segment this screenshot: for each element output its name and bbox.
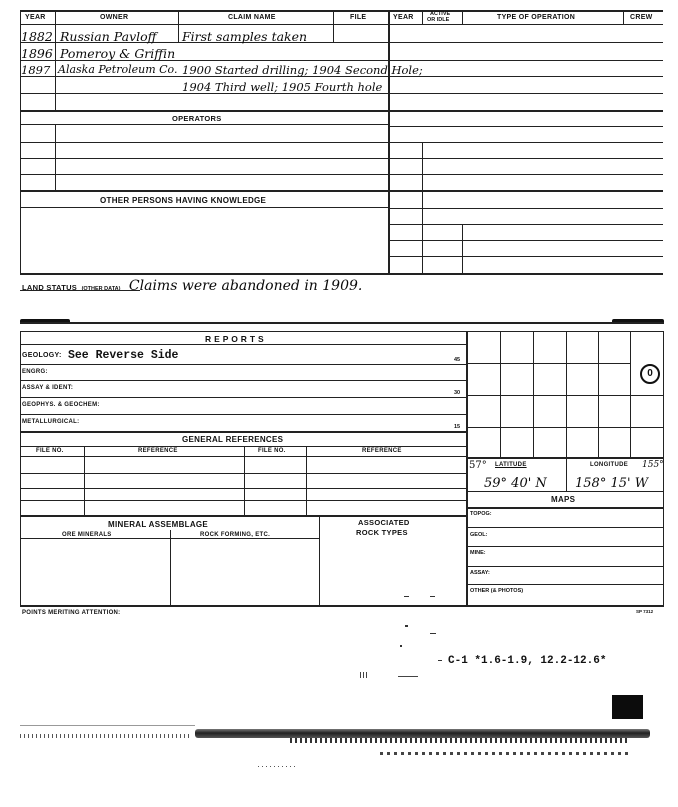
latitude-value: 59° 40' N (484, 476, 547, 491)
geology-label: GEOLOGY: (22, 352, 62, 359)
file-no-1: FILE NO. (36, 448, 64, 454)
mineral-assemblage-title: MINERAL ASSEMBLAGE (108, 520, 209, 529)
latitude-label: LATITUDE (495, 462, 527, 468)
maps-topog: TOPOG: (470, 511, 492, 517)
maps-assay: ASSAY: (470, 570, 490, 576)
operators-heading: OPERATORS (172, 114, 222, 123)
header-year-2: YEAR (393, 14, 414, 21)
associated-label: ASSOCIATED (358, 518, 410, 527)
row-2-year: 1896 (21, 46, 53, 61)
row-3-owner: Alaska Petroleum Co. (58, 63, 178, 76)
land-status (22, 277, 362, 295)
row-1-owner: Russian Pavloff (60, 29, 157, 44)
maps-mine: MINE: (470, 550, 486, 556)
rock-forming-label: ROCK FORMING, ETC. (200, 532, 271, 538)
longitude-value: 158° 15' W (575, 476, 649, 491)
reference-2: REFERENCE (362, 448, 402, 454)
row-3-claim: 1900 Started drilling; 1904 Second Hole; (182, 63, 423, 77)
lat-degree: 57° (469, 460, 487, 471)
row-1-claim: First samples taken (182, 29, 308, 44)
header-crew: CREW (630, 14, 653, 21)
other-persons-heading: OTHER PERSONS HAVING KNOWLEDGE (100, 196, 267, 205)
geology-value: See Reverse Side (68, 349, 179, 362)
ore-minerals-label: ORE MINERALS (62, 532, 112, 538)
rock-types-label: ROCK TYPES (356, 528, 408, 537)
typed-note: C-1 *1.6-1.9, 12.2-12.6* (448, 655, 607, 667)
engrg-label: ENGRG: (22, 369, 48, 375)
row-1-year: 1882 (21, 29, 53, 44)
header-file: FILE (350, 14, 367, 21)
form-number: SP 7312 (636, 609, 654, 614)
header-or-idle: OR IDLE (427, 17, 450, 23)
longitude-label: LONGITUDE (590, 462, 629, 468)
header-claim-name: CLAIM NAME (228, 14, 276, 21)
metallurgical-label: METALLURGICAL: (22, 419, 80, 425)
circle-marker: 0 (640, 364, 660, 384)
margin-30: 30 (454, 390, 461, 396)
registration-block (612, 695, 643, 719)
geophys-label: GEOPHYS. & GEOCHEM: (22, 402, 100, 408)
row-2-owner: Pomeroy & Griffin (60, 46, 176, 61)
maps-other: OTHER (& PHOTOS) (470, 588, 524, 594)
file-no-2: FILE NO. (258, 448, 286, 454)
general-references-title: GENERAL REFERENCES (182, 435, 284, 444)
points-label: POINTS MERITING ATTENTION: (22, 610, 121, 616)
lon-degree: 155° (642, 460, 664, 470)
land-status-sublabel: (OTHER DATA) (81, 286, 121, 292)
margin-15: 15 (454, 424, 461, 430)
reports-title: R E P O R T S (205, 334, 265, 344)
margin-45: 45 (454, 357, 461, 363)
land-status-label: LAND STATUS (22, 283, 78, 292)
maps-title: MAPS (551, 495, 576, 504)
header-type-of-operation: TYPE OF OPERATION (497, 14, 576, 21)
row-4-claim: 1904 Third well; 1905 Fourth hole (182, 80, 383, 94)
row-3-year: 1897 (21, 63, 51, 77)
reference-1: REFERENCE (138, 448, 178, 454)
maps-geol: GEOL: (470, 532, 488, 538)
header-year: YEAR (25, 14, 46, 21)
land-status-value: Claims were abandoned in 1909. (128, 278, 363, 294)
assay-ident-label: ASSAY & IDENT: (22, 385, 74, 391)
header-active: ACTIVE (430, 11, 451, 17)
header-owner: OWNER (100, 14, 129, 21)
